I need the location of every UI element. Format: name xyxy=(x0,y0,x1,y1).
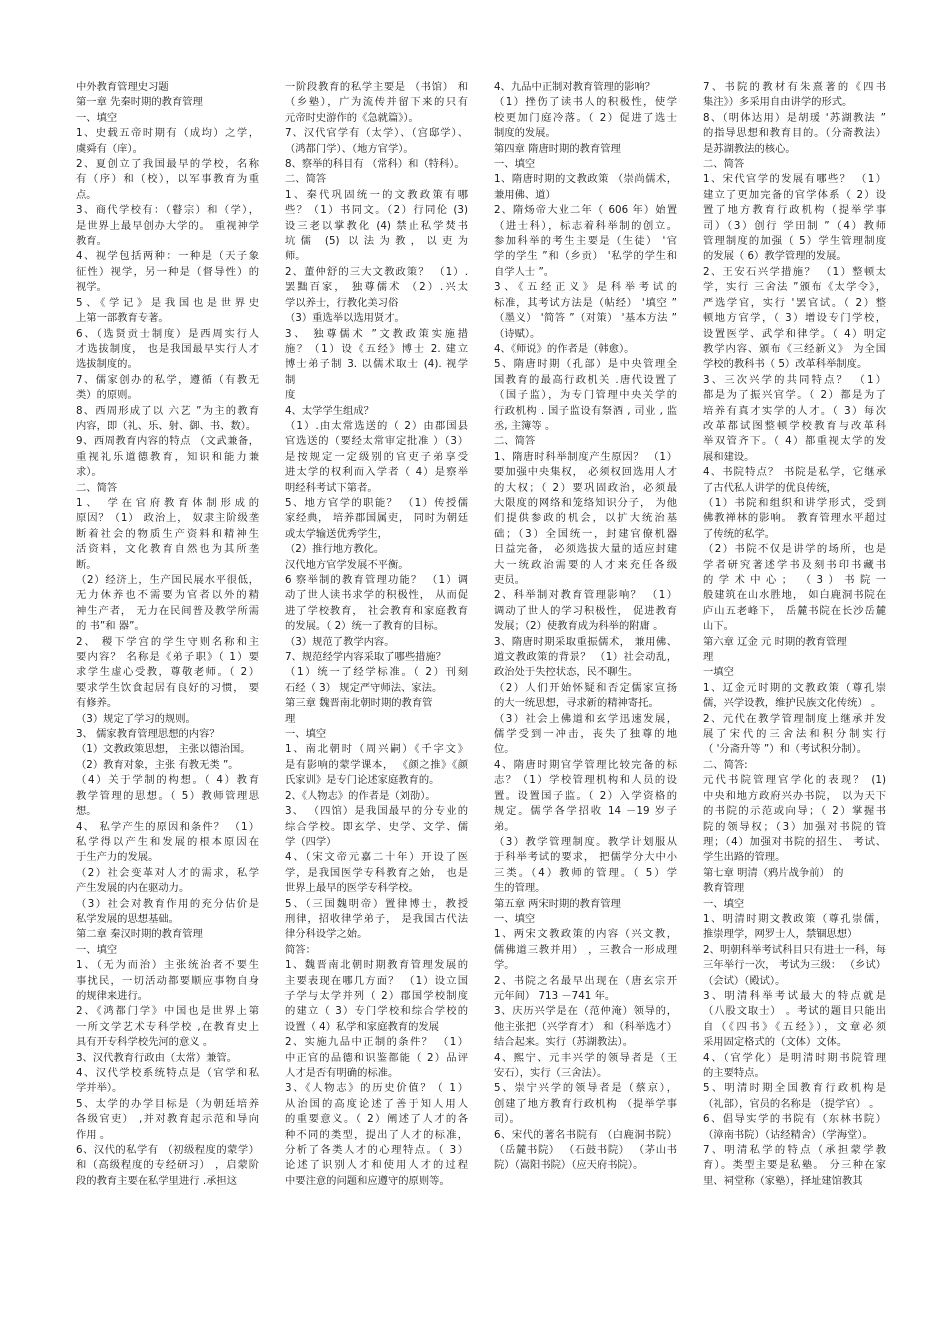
text-line: 1、（无为而治）主张统治者不要生 xyxy=(76,959,259,972)
text-line: 学。 xyxy=(494,959,515,972)
text-line: 的学术中心； （3）书院一 xyxy=(703,574,886,586)
text-line: 或太学输送优秀学生， xyxy=(285,527,388,540)
text-line: 1、隋唐时期的文教政策 （崇尚儒术， xyxy=(494,173,677,186)
text-line: （ '分斋升等 ”）和（考试积分制）。 xyxy=(703,743,868,756)
text-line: （礼部），官员的名称是 （提学官） 。 xyxy=(703,1097,880,1110)
text-line: 7、书院的教材有朱熹著的《四书 xyxy=(703,81,886,93)
text-line: （八股文取士） 。考试的题目只能出 xyxy=(703,1005,886,1018)
text-line: 3、隋唐时期采取重振儒术， 兼用佛、 xyxy=(494,635,677,648)
text-line: 想。 xyxy=(76,805,97,818)
text-line: （2）经济上，生产国民展水平很低， xyxy=(76,574,259,586)
text-line: 的规律来进行。 xyxy=(76,989,149,1002)
text-line: 要加强中央集权， 必须权回选用人才 xyxy=(494,466,677,479)
text-line: 学的学生 ”和（乡贡） '私学的学生和 xyxy=(494,250,677,263)
text-line: 4、隋唐时期官学管理比较完备的标 xyxy=(494,758,677,771)
text-line: 行政机构 . 国子监设有祭酒 , 司业 , 监 xyxy=(494,404,677,417)
text-line: 3、庆历兴学是在（范仲淹）领导的， xyxy=(494,1005,677,1018)
text-line: 2、明朝科举考试科目只有进士一科，每 xyxy=(703,943,886,956)
text-line: 各级官吏） ,并对教育起示范和导向 xyxy=(76,1113,259,1126)
text-line: 的发展（ 6）教学管理的发展。 xyxy=(703,250,847,263)
text-line: 吏员。 xyxy=(494,574,525,586)
text-line: 一阶段教育的私学主要是 （书馆） 和 xyxy=(285,81,468,93)
text-line: 志？（1）学校管理机构和人员的设 xyxy=(494,774,677,787)
text-line: 集注》）多采用自由讲学的形式。 xyxy=(703,96,853,109)
text-line: 重视礼乐道德教育，知识和能力兼 xyxy=(76,450,259,463)
text-line: 施？（1）设《五经》博士 2. 建立 xyxy=(285,342,468,355)
text-line: 育）。类型主要是私塾。 分三种在家 xyxy=(703,1159,886,1172)
text-line: 4、视学包括两种：一种是（天子象 xyxy=(76,250,259,263)
text-line: 进了学校教育， 社会教育和家庭教育 xyxy=(285,604,468,617)
text-line: 世界上最早的医学专科学校。 xyxy=(285,882,419,895)
text-line: （1）书院和组织和讲学形式，受到 xyxy=(703,496,886,509)
text-line: 一、填空 xyxy=(76,111,118,124)
text-line: 1、两宋文教政策的内容（兴文教， xyxy=(494,928,677,941)
text-line: 4、熙宁、元丰兴学的领导者是（王 xyxy=(494,1051,677,1064)
text-line: （乡塾），广为流传并留下来的只有 xyxy=(285,96,468,109)
text-line: 的大一统思想，寻求新的精神寄托。 xyxy=(494,697,659,710)
text-line: 2、《鸿都门学》中国也是世界上第 xyxy=(76,1005,259,1018)
text-line: 政治处于失控状态，民不聊生。 xyxy=(494,666,639,679)
text-line: 1、南北朝时（周兴嗣）《千字文》 xyxy=(285,743,468,756)
text-line: （鸿都门学）、（地方官学）。 xyxy=(285,142,414,155)
text-line: 1、秦代巩固统一的文教政策有哪 xyxy=(285,188,468,201)
text-line: 山下。 xyxy=(703,620,734,633)
text-line: 3、《五经正义》是科举考试的 xyxy=(494,281,677,294)
text-line: 8、察举的科目有 （常科）和（特科）。 xyxy=(285,158,465,171)
text-line: 二、简答 xyxy=(703,158,745,171)
text-line: 第六章 辽金 元 时期的教育管理 xyxy=(703,635,847,648)
text-line: 设置医学、武学和律学。（ 4）明定 xyxy=(703,327,886,340)
text-line: 管理制度的加强（ 5）学生管理制度 xyxy=(703,235,886,248)
text-line: 和（高级程度的专经研习） ，启蒙阶 xyxy=(76,1159,259,1172)
text-line: 3、《人物志》的历史价值？（ 1） xyxy=(285,1082,468,1095)
text-line: 庐山五老峰下， 岳麓书院在长沙岳麓 xyxy=(703,604,886,617)
text-line: 征性）视学，另一种是（督导性）的 xyxy=(76,265,259,278)
text-line: 是有影响的蒙学课本， 《颜之推》《颜 xyxy=(285,758,468,771)
text-line: 教育。 xyxy=(76,235,107,248)
text-line: 三年举行一次， 考试为三级： （乡试） xyxy=(703,959,886,972)
text-line: 3、 独尊儒术 ”文教政策实施措 xyxy=(285,327,468,340)
text-line: 展了宋代的三舍法和积分制实行 xyxy=(703,728,886,741)
text-column-2 xyxy=(285,80,468,1344)
text-line: 推崇理学，网罗士人，禁锢思想） xyxy=(703,928,858,941)
text-line: 种不同的类型，提出了人才的标准， xyxy=(285,1128,468,1141)
text-line: 类）的原则。 xyxy=(76,389,138,402)
text-line: 私学得以产生和发展的根本原因在 xyxy=(76,835,259,848)
text-line: 5、太学的办学目标是（为朝廷培养 xyxy=(76,1097,259,1110)
text-line: （3）规定了学习的规则。 xyxy=(76,712,196,725)
text-line: 一所文学艺术专科学校 ,在教育史上 xyxy=(76,1020,259,1033)
text-line: 产生发展的内在驱动力。 xyxy=(76,882,190,895)
text-line: 1、宋代官学的发展有哪些？ （1） xyxy=(703,173,886,186)
text-line: 丞, 主簿等 。 xyxy=(494,419,556,432)
text-line: 中正官的品德和识鉴都能（ 2）品评 xyxy=(285,1051,468,1064)
text-line: 是苏湖教法的核心。 xyxy=(703,142,796,155)
text-column-1 xyxy=(76,80,259,1344)
text-line: （1）文教政策思想， 主张以德治国。 xyxy=(76,743,251,756)
text-line: 安石），实行（三舍法）。 xyxy=(494,1067,608,1079)
text-line: 于科举考试的要求， 把儒学分大中小 xyxy=(494,851,677,864)
text-line: 置了地方教育行政机构（提举学事 xyxy=(703,204,886,217)
text-line: 度 xyxy=(285,389,296,402)
text-line: 发展；（2）使教育成为科举的附庸 。 xyxy=(494,620,664,633)
text-line: 理 xyxy=(703,651,714,664)
text-line: 础；（3）全国统一，封建官僚机器 xyxy=(494,527,677,540)
text-line: （2）书院不仅是讲学的场所，也是 xyxy=(703,543,886,556)
text-line: 是按规定一定级别的官吏子弟享受 xyxy=(285,450,468,463)
text-line: （3）社会对教育作用的充分估价是 xyxy=(76,897,259,910)
text-line: 第二章 秦汉时期的教育管理 xyxy=(76,928,203,941)
text-line: 生的管理。 xyxy=(494,882,546,895)
text-line: 坑儒 (5) 以法为教，以吏为 xyxy=(285,235,468,248)
text-line: 博士弟子制 3. 以儒术取士 (4). 视学 xyxy=(285,358,468,371)
text-line: 司）。 xyxy=(494,1113,520,1126)
text-line: 的主要特点。 xyxy=(703,1067,765,1079)
text-line: 1、辽金元时期的文教政策（尊孔崇 xyxy=(703,681,886,694)
text-line: 断着社会的物质生产资料和精神生 xyxy=(76,527,259,540)
text-line: 二、简答 xyxy=(285,173,327,186)
text-line: 8、（明体达用）是胡瑗 '苏湖教法 ” xyxy=(703,111,886,124)
text-line: 改革都试图整顿学校教育与改革科 xyxy=(703,419,886,432)
text-line: 1、隋唐时科举制度产生原因？ （1） xyxy=(494,450,677,463)
text-line: 第三章 魏晋南北朝时期的教育管 xyxy=(285,697,433,710)
text-line: 第四章 隋唐时期的教育管理 xyxy=(494,142,621,155)
text-line: 4、太学学生组成？ xyxy=(285,404,374,417)
text-line: 举双管齐下。（ 4）都重视太学的发 xyxy=(703,435,886,448)
text-line: 采用固定格式的（文体）文体。 xyxy=(703,1036,848,1049)
text-line: 2、实施九品中正制的条件？ （1） xyxy=(285,1036,468,1049)
text-line: 活资料，文化教育自然也为其所垄 xyxy=(76,543,259,556)
text-line: 们提供参政的机会，以扩大统治基 xyxy=(494,512,677,525)
text-line: 儒佛道三教并用） ，三教合一形成理 xyxy=(494,943,677,956)
text-line: 结合起来。实行（苏湖教法）。 xyxy=(494,1036,634,1049)
text-line: 师。 xyxy=(285,250,306,263)
text-line: 6、（选贤贡士制度）是西周实行人 xyxy=(76,327,259,340)
text-line: 二、简答 xyxy=(76,481,118,494)
text-line: 8、西周形成了以 六艺 ”为主的教育 xyxy=(76,404,259,417)
text-line: 1、史载五帝时期有（成均）之学， xyxy=(76,127,259,140)
text-line: 5、隋唐时期（孔部）是中央管理全 xyxy=(494,358,677,371)
text-line: 2、科举制对教育管理影响？ （1） xyxy=(494,589,677,602)
text-line: 学（四学） xyxy=(285,835,337,848)
text-column-4 xyxy=(703,80,886,1344)
text-line: 6、宋代的著名书院有 （白鹿洞书院） xyxy=(494,1128,677,1141)
text-line: 选拔制度的。 xyxy=(76,358,138,371)
text-line: 2、隋炀帝大业二年（ 606 年）始置 xyxy=(494,204,677,217)
text-line: 私学发展的思想基础。 xyxy=(76,912,179,925)
text-line: 元帝时史游作的《急就篇》）。 xyxy=(285,111,419,124)
text-line: 进太学的权利而入学者（ 4）是察举 xyxy=(285,466,468,479)
text-line: 学，实行 三舍法 ”颁布《太学令》， xyxy=(703,281,886,294)
text-line: 培养有真才实学的人才。（ 3）每次 xyxy=(703,404,886,417)
text-line: 3、汉代教育行政由（太常）兼管。 xyxy=(76,1051,238,1064)
text-line: 的重要意义。（ 2）阐述了人才的各 xyxy=(285,1113,468,1126)
text-line: 无力休养也不需要为官者以外的精 xyxy=(76,589,259,602)
text-line: 学校的教科书（ 5）改革科举制度。 xyxy=(703,358,868,371)
text-line: 明经科考试下第者。 xyxy=(285,481,378,494)
text-line: 大限度的网络和笼络知识分子， 为他 xyxy=(494,496,677,509)
text-line: 7、规范经学内容采取了哪些措施？ xyxy=(285,651,447,664)
text-line: 5、（三国魏明帝）置律博士，教授 xyxy=(285,897,468,910)
text-line: （3）教学管理制度。教学计划服从 xyxy=(494,835,677,848)
text-line: 2、夏创立了我国最早的学校，名称 xyxy=(76,158,259,171)
text-line: 动了世人读书求学的积极性， 从而促 xyxy=(285,589,468,602)
text-line: （4）关于学制的构想。（ 4）教育 xyxy=(76,774,259,787)
text-line: 1、 学在官府教育体制形成的 xyxy=(76,496,259,509)
text-line: 6 察举制的教育管理功能？ （1）调 xyxy=(285,574,468,586)
text-line: 一填空 xyxy=(703,666,734,679)
text-line: （进士科），标志着科举制的创立。 xyxy=(494,219,677,232)
text-line: 的书院的示范或向导；（ 2）掌握书 xyxy=(703,805,886,818)
text-line: 制度的发展。 xyxy=(494,127,556,140)
text-line: 学并举）。 xyxy=(76,1082,123,1095)
text-line: 9、西周教育内容的特点 （文武兼备， xyxy=(76,435,259,448)
text-line: 参加科举的考生主要是（生徒） '官 xyxy=(494,235,677,248)
text-line: 4、九品中正制对教育管理的影响？ xyxy=(494,81,656,93)
text-line: 4、（宋文帝元嘉二十年）开设了医 xyxy=(285,851,468,864)
text-line: 调动了世人的学习积极性， 促进教育 xyxy=(494,604,677,617)
text-line: （3）社会上佛道和玄学迅速发展， xyxy=(494,712,677,725)
text-line: 才选拔制度， 也是我国最早实行人才 xyxy=(76,342,259,355)
text-line: （3）规范了教学内容。 xyxy=(285,635,395,648)
text-line: 2、《人物志》的作者是（刘劭）。 xyxy=(285,789,436,802)
text-line: 的发展。（ 2）统一了教育的目标。 xyxy=(285,620,445,633)
text-line: 三类。（4）教师的管理。（ 5）学 xyxy=(494,866,677,879)
text-line: 理；（4）加强对书院的招生、 考试、 xyxy=(703,835,886,848)
text-line: 学生出路的管理。 xyxy=(703,851,786,864)
text-line: 的建立（ 3）专门学校和综合学校的 xyxy=(285,1005,468,1018)
text-line: 中央和地方政府兴办书院， 以为天下 xyxy=(703,789,886,802)
text-line: 的 书”和 器”。 xyxy=(76,620,145,633)
text-line: 人才是否有明确的标准。 xyxy=(285,1067,399,1079)
text-line: 2、董仲舒的三大文教政策？ （1）. xyxy=(285,265,468,278)
text-line: 一、填空 xyxy=(494,912,536,925)
text-line: 家经典， 培养郡国属吏， 同时为朝廷 xyxy=(285,512,468,525)
text-line: 虞舜有（庠）。 xyxy=(76,142,143,155)
text-line: （2）社会变革对人才的需求，私学 xyxy=(76,866,259,879)
text-line: 点。 xyxy=(76,188,97,201)
text-line: 一、填空 xyxy=(76,943,118,956)
text-line: 神生产者， 无力在民间普及教学所需 xyxy=(76,604,259,617)
text-line: 中外教育管理史习题 xyxy=(76,81,169,93)
text-line: （诗赋）。 xyxy=(494,327,541,340)
text-line: （2）推行地方教化。 xyxy=(285,543,385,556)
text-line: 段的教育主要在私学里进行 .承担这 xyxy=(76,1174,237,1187)
text-line: （1）挫伤了读书人的积极性，使学 xyxy=(494,96,677,109)
text-line: 3、商代学校有：（瞽宗）和（学）， xyxy=(76,204,259,217)
text-line: 些？（1）书同文。（2）行同伦 (3) xyxy=(285,204,468,217)
text-line: 儒学受到一冲击，丧失了独尊的地 xyxy=(494,728,677,741)
text-line: 元年间） 713 －741 年。 xyxy=(494,989,616,1002)
text-line: 4、书院特点？ 书院是私学，它继承 xyxy=(703,466,886,479)
text-line: 是世界上最早创办大学的。 重视神学 xyxy=(76,219,259,232)
text-line: 第一章 先秦时期的教育管理 xyxy=(76,96,203,109)
text-line: 学，是我国医学专科教育之始， 也是 xyxy=(285,866,468,879)
text-line: 他主张把（兴学育才） 和（科举选才） xyxy=(494,1020,677,1033)
text-line: 求）。 xyxy=(76,466,102,479)
text-line: 设三老以掌教化 (4) 禁止私学焚书 xyxy=(285,219,468,232)
text-line: 第五章 两宋时期的教育管理 xyxy=(494,897,621,910)
text-line: 般建筑在山水胜地， 如白鹿洞书院在 xyxy=(703,589,886,602)
text-line: 二、简答: xyxy=(703,758,748,771)
text-line: 司）（3）创行 学田制 ”（4）教师 xyxy=(703,219,886,232)
text-line: 教学管理的思想。（ 5）教师管理思 xyxy=(76,789,259,802)
text-line: 4、 私学产生的原因和条件？ （1） xyxy=(76,820,259,833)
text-line: 制 xyxy=(285,373,296,386)
text-line: 道文教政策的背景？ （1）社会动乱， xyxy=(494,651,677,664)
text-line: 1、魏晋南北朝时期教育管理发展的 xyxy=(285,959,468,972)
text-line: 7、明清私学的特点（承担蒙学教 xyxy=(703,1144,886,1157)
text-line: 自学人士 ”。 xyxy=(494,265,555,278)
text-line: 大一统政治需要的人才来充任各级 xyxy=(494,558,677,571)
text-line: 二、简答 xyxy=(494,435,536,448)
text-line: 理 xyxy=(285,712,296,725)
text-line: 5、崇宁兴学的领导者是（蔡京）， xyxy=(494,1082,677,1095)
text-line: 2、 稷下学宫的学生守则名称和主 xyxy=(76,635,259,648)
text-line: 6、倡导实学的书院有（东林书院） xyxy=(703,1113,886,1126)
text-line: 5、地方官学的职能？ （1）传授儒 xyxy=(285,496,468,509)
text-line: 律分科设学之始。 xyxy=(285,928,368,941)
text-line: 标准，其考试方法是（帖经） '填空 ” xyxy=(494,296,677,309)
text-line: 的大权；（ 2）要巩固政治，必须最 xyxy=(494,481,677,494)
text-line: 4、（官学化）是明清时期书院管理 xyxy=(703,1051,886,1064)
text-line: （3）重选举以选用贤才。 xyxy=(285,312,405,325)
text-line: 作用 。 xyxy=(76,1128,111,1141)
text-line: 从治国的高度论述了善于知人用人 xyxy=(285,1097,468,1110)
text-line: 佛教禅林的影响。 教育管理水平超过 xyxy=(703,512,886,525)
text-line: 原因？（1） 政治上， 奴隶主阶级垄 xyxy=(76,512,259,525)
text-line: 的指导思想和教育目的。（分斋教法） xyxy=(703,127,886,140)
text-line: 元代书院管理官学化的表现？ (1) xyxy=(703,774,886,787)
text-line: 3、 儒家教育管理思想的内容？ xyxy=(76,728,220,741)
text-line: 一、填空 xyxy=(285,728,327,741)
text-line: 2、元代在教学管理制度上继承并发 xyxy=(703,712,886,725)
text-line: 氏家训》是专门论述家庭教育的。 xyxy=(285,774,440,787)
text-line: 校更加门庭冷落。（ 2）促进了选士 xyxy=(494,111,677,124)
text-line: 事扰民，一切活动都要顺应事物自身 xyxy=(76,974,259,987)
text-line: 教育管理 xyxy=(703,882,745,895)
text-line: 了传统的私学。 xyxy=(703,527,776,540)
text-line: 日益完备， 必须选拔大量的适应封建 xyxy=(494,543,677,556)
text-line: （岳麓书院） （石鼓书院） （茅山书 xyxy=(494,1144,677,1157)
text-line: 5、明清时期全国教育行政机构是 xyxy=(703,1082,886,1095)
text-line: 学者研究著述学书及刻书印书藏书 xyxy=(703,558,886,571)
text-line: （会试）（殿试）。 xyxy=(703,974,786,987)
text-line: （漳南书院）（诂经精舍）（学海堂）。 xyxy=(703,1128,873,1141)
text-line: 位。 xyxy=(494,743,515,756)
text-line: 建立了更加完备的官学体系（ 2）设 xyxy=(703,188,886,201)
text-line: 内容，即（礼、乐、射、御、书、数）。 xyxy=(76,419,257,432)
text-line: 创建了地方教育行政机构 （提举学事 xyxy=(494,1097,677,1110)
text-line: 罢黜百家， 独尊儒术 （2）.兴太 xyxy=(285,281,468,294)
text-line: 顿地方官学，（ 3）增设专门学校， xyxy=(703,312,886,325)
text-line: 教学内容、颁布《三经新义》 为全国 xyxy=(703,342,886,355)
text-line: 子学与太学并列（ 2）郡国学校制度 xyxy=(285,989,468,1002)
text-line: 设置（ 4）私学和家庭教育的发展 xyxy=(285,1020,439,1033)
text-line: （国子监），为专门管理中央关学的 xyxy=(494,389,677,402)
text-line: 于生产力的发展。 xyxy=(76,851,159,864)
text-line: 上第一部教育专著。 xyxy=(76,312,169,325)
text-line: 要内容？ 名称是《弟子职》（ 1）要 xyxy=(76,651,259,664)
text-line: 断。 xyxy=(76,558,97,571)
text-line: 2、书院之名最早出现在（唐玄宗开 xyxy=(494,974,677,987)
text-line: 简答： xyxy=(285,943,316,956)
text-line: 都是为了振兴官学。（ 2）都是为了 xyxy=(703,389,886,402)
text-line: 有修养。 xyxy=(76,697,118,710)
text-line: 石经（ 3） 规定严守师法、家法。 xyxy=(285,681,443,694)
text-line: 弟。 xyxy=(494,820,515,833)
text-line: 了古代私人讲学的优良传统， xyxy=(703,481,837,494)
text-line: 7、儒家创办的私学，遵循（有教无 xyxy=(76,373,259,386)
text-line: 3、明清科举考试最大的特点就是 xyxy=(703,989,886,1002)
text-line: （2）人们开始怀疑和否定儒家宣扬 xyxy=(494,681,677,694)
text-line: 院）（嵩阳书院）（应天府书院）。 xyxy=(494,1159,644,1172)
text-line: 要求学生饮食起居有良好的习惯， 要 xyxy=(76,681,259,694)
text-line: （2）教育对象，主张 有教无类 ”。 xyxy=(76,758,239,771)
text-line: 7、汉代官学有（太学）、（宫邸学）、 xyxy=(285,127,468,140)
text-line: 汉代地方官学发展不平衡。 xyxy=(285,558,409,571)
text-line: 主要表现在哪几方面？ （1）设立国 xyxy=(285,974,468,987)
text-line: 2、王安石兴学措施？ （1）整顿太 xyxy=(703,265,886,278)
text-line: 自（《四书》《五经》），文章必须 xyxy=(703,1020,886,1033)
text-line: 展和建设。 xyxy=(703,450,755,463)
text-line: （1）.由太常选送的（ 2）由郡国县 xyxy=(285,419,468,432)
text-line: 严选学官，实行 '罢官试。（ 2）整 xyxy=(703,296,886,309)
text-line: 5、《学记》是我国也是世界史 xyxy=(76,296,259,309)
text-line: 3、三次兴学的共同特点？ （1） xyxy=(703,373,886,386)
text-line: 置。设置国子监。（ 2）入学资格的 xyxy=(494,789,677,802)
text-line: 4、《师说》的作者是（韩愈）。 xyxy=(494,342,635,355)
text-line: 儒，兴学设教，维护民族文化传统） 。 xyxy=(703,697,882,710)
text-line: 第七章 明清（鸦片战争前） 的 xyxy=(703,866,844,879)
text-line: 综合学校。即玄学、史学、文学、儒 xyxy=(285,820,468,833)
text-column-3 xyxy=(494,80,677,1344)
text-line: 具有开专科学校先河的意义 。 xyxy=(76,1036,214,1049)
text-line: 分析了各类人才的心理特点。（ 3） xyxy=(285,1144,468,1157)
text-line: 院的领导权；（3）加强对书院的管 xyxy=(703,820,886,833)
text-line: 4、汉代学校系统特点是（官学和私 xyxy=(76,1067,259,1079)
text-line: 3、 （四馆）是我国最早的分专业的 xyxy=(285,805,468,818)
text-line: 一、填空 xyxy=(703,897,745,910)
text-line: 学以养士，行教化美习俗 xyxy=(285,296,399,309)
text-line: （1）统一了经学标准。（ 2）刊刻 xyxy=(285,666,468,679)
text-line: 求学生虚心受教，尊敬老师。（ 2） xyxy=(76,666,259,679)
text-line: 中要注意的问题和应遵守的原则等。 xyxy=(285,1174,450,1187)
text-line: 里、祠堂称（家塾），择址建馆教其 xyxy=(703,1174,863,1187)
text-line: （墨义） '简答 ”（对策） '基本方法 ” xyxy=(494,312,677,325)
text-line: 1、明清时期文教政策（尊孔崇儒， xyxy=(703,912,886,925)
text-line: 规定。儒学各学招收 14 －19 岁子 xyxy=(494,805,677,818)
text-line: 刑律，招收律学弟子， 是我国古代法 xyxy=(285,912,468,925)
text-line: 有（序）和（校），以军事教育为重 xyxy=(76,173,259,186)
text-line: 6、汉代的私学有 （初级程度的蒙学） xyxy=(76,1144,259,1157)
text-line: 一、填空 xyxy=(494,158,536,171)
text-line: 兼用佛、道） xyxy=(494,188,556,201)
text-line: 官选送的（要经太常审定批准 ）（3） xyxy=(285,435,468,448)
text-line: 视学。 xyxy=(76,281,107,294)
text-line: 论述了识别人才和使用人才的过程 xyxy=(285,1159,468,1172)
text-line: 国教育的最高行政机关 .唐代设置了 xyxy=(494,373,677,386)
